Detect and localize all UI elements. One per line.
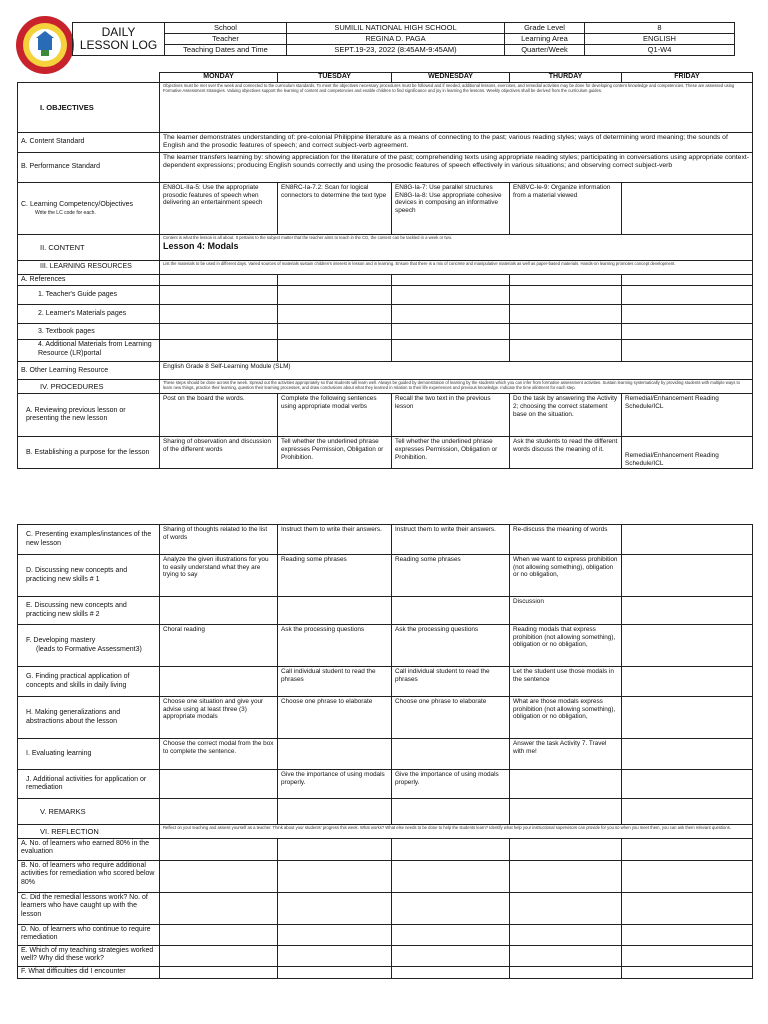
procedure-j-tue: Give the importance of using modals properly. (278, 770, 392, 799)
school-label: School (165, 23, 287, 34)
procedure-a-fri: Remedial/Enhancement Reading Schedule/ICL (622, 394, 753, 437)
procedure-g-label: G. Finding practical application of concepts and skills in daily living (18, 667, 160, 697)
remarks-label: V. REMARKS (18, 799, 160, 825)
quarter-label: Quarter/Week (505, 45, 585, 56)
procedure-b-tue: Tell whether the underlined phrase expresses Permission, Obligation or Prohibition. (278, 437, 392, 469)
day-monday: MONDAY (160, 73, 278, 83)
procedure-row-h (18, 697, 753, 739)
procedure-h-mon: Choose one situation and give your advise using at least three (3) appropriate modals (160, 697, 278, 739)
procedure-row-e (18, 597, 753, 625)
procedure-g-fri (622, 667, 753, 697)
lesson-log-table-page2 (17, 524, 753, 979)
additional-materials-label: 4. Additional Materials from Learning Resource (LR)portal (18, 340, 160, 362)
procedure-e-wed (392, 597, 510, 625)
procedure-i-fri (622, 739, 753, 770)
other-resource-value: English Grade 8 Self-Learning Module (SLM) (160, 362, 753, 380)
procedure-e-label: E. Discussing new concepts and practicing new skills # 2 (18, 597, 160, 625)
procedure-g-wed: Call individual student to read the phrases (392, 667, 510, 697)
day-wednesday: WEDNESDAY (392, 73, 510, 83)
area-label: Learning Area (505, 34, 585, 45)
content-label: II. CONTENT (18, 235, 160, 261)
procedure-a-label: A. Reviewing previous lesson or presenting the new lesson (18, 394, 160, 437)
day-tuesday: TUESDAY (278, 73, 392, 83)
procedure-b-mon: Sharing of observation and discussion of the different words (160, 437, 278, 469)
grade-label: Grade Level (505, 23, 585, 34)
teachers-guide-label: 1. Teacher's Guide pages (18, 286, 160, 305)
procedure-row-j (18, 770, 753, 799)
reflection-row-d (18, 925, 753, 946)
procedure-i-thu: Answer the task Activity 7. Travel with me! (510, 739, 622, 770)
procedures-note: These steps should be done across the week. Spread out the activities appropriately so that students will learn well. Always be guided by demonstration of learning by the students which you can infer from formative assessment activities. Sustain learning systematically by providing students with multiple ways to learn new things, practice their learning, question their learning processes, and draw conclusions about what they learned in relation to their life experiences and previous knowledge. Indicate the time allotment for each step. (160, 380, 753, 394)
procedure-d-mon: Analyze the given illustrations for you to easily understand what they are trying to say (160, 555, 278, 597)
procedure-i-wed (392, 739, 510, 770)
reflection-row-c (18, 893, 753, 925)
reflection-row-b (18, 861, 753, 893)
procedures-label: IV. PROCEDURES (18, 380, 160, 394)
day-header-row (18, 73, 753, 83)
procedure-row-a (18, 394, 753, 437)
reflection-row-a (18, 839, 753, 861)
procedure-f-thu: Reading modals that express prohibition (not allowing something), obligation or no obligation, (510, 625, 622, 667)
procedure-f-mon: Choral reading (160, 625, 278, 667)
procedure-g-tue: Call individual student to read the phrases (278, 667, 392, 697)
procedure-j-label: J. Additional activities for application or remediation (18, 770, 160, 799)
procedure-d-label: D. Discussing new concepts and practicing new skills # 1 (18, 555, 160, 597)
procedure-row-g (18, 667, 753, 697)
reflection-note: Reflect on your teaching and assess yourself as a teacher. Think about your students' progress this week. What works? What else needs to be done to help the students learn? Identify what help your instructional supervisors can provide for you so when you meet them, you can ask them relevant questions. (160, 825, 753, 839)
procedure-row-f (18, 625, 753, 667)
procedure-row-d (18, 555, 753, 597)
procedure-a-mon: Post on the board the words. (160, 394, 278, 437)
references-label: A. References (18, 275, 160, 286)
objectives-label: I. OBJECTIVES (18, 83, 160, 133)
content-standard-text: The learner demonstrates understanding of: pre-colonial Philippine literature as a means of connecting to the past; various reading styles; ways of determining word meaning; the sounds of English and the prosodic features of speech; and correct subject-verb agreement. (160, 133, 753, 153)
lesson-log-table-page1 (17, 72, 753, 469)
procedure-a-thu: Do the task by answering the Activity 2; choosing the correct statement base on the situation. (510, 394, 622, 437)
procedure-h-fri (622, 697, 753, 739)
content-note: Content is what the lesson is all about. It pertains to the subject matter that the teacher aims to teach in the CG, the content can be tackled in a week or two. (163, 235, 453, 240)
school-seal-logo (14, 14, 76, 76)
procedure-i-mon: Choose the correct modal from the box to complete the sentence. (160, 739, 278, 770)
school-value: SUMILIL NATIONAL HIGH SCHOOL (287, 23, 505, 34)
procedure-d-thu: When we want to express prohibition (not allowing something), obligation or no obligation, (510, 555, 622, 597)
procedure-f-label: F. Developing mastery (leads to Formative Assessment3) (18, 625, 160, 667)
procedure-f-tue: Ask the processing questions (278, 625, 392, 667)
procedure-a-wed: Recall the two text in the previous lesson (392, 394, 510, 437)
competency-mon: EN8OL-IIa-5: Use the appropriate prosodic features of speech when delivering an entertainment speech (160, 183, 278, 235)
procedure-j-wed: Give the importance of using modals properly. (392, 770, 510, 799)
procedure-j-thu (510, 770, 622, 799)
resources-note: List the materials to be used in different days. Varied sources of materials sustain children's interest in lesson and in learning. Ensure that there is a mix of concrete and manipulative materials as well as paper-based materials. Hands-on learning promotes concept development. (160, 261, 753, 275)
procedure-b-wed: Tell whether the underlined phrase expresses Permission, Obligation or Prohibition. (392, 437, 510, 469)
procedure-b-fri: Remedial/Enhancement Reading Schedule/ICL (622, 437, 753, 469)
competency-thu: EN8VC-Ie-9: Organize information from a material viewed (510, 183, 622, 235)
procedure-row-b (18, 437, 753, 469)
procedure-c-thu: Re-discuss the meaning of words (510, 525, 622, 555)
procedure-e-tue (278, 597, 392, 625)
reflection-f-label: F. What difficulties did I encounter (18, 967, 160, 979)
reflection-e-label: E. Which of my teaching strategies worked well? Why did these work? (18, 946, 160, 967)
procedure-h-thu: What are those modals express prohibition (not allowing something), obligation or no obligation, (510, 697, 622, 739)
performance-standard-label: B. Performance Standard (18, 153, 160, 183)
day-thursday: THURDAY (510, 73, 622, 83)
dates-value: SEPT.19-23, 2022 (8:45AM-9:45AM) (287, 45, 505, 56)
procedure-h-tue: Choose one phrase to elaborate (278, 697, 392, 739)
procedure-a-tue: Complete the following sentences using appropriate modal verbs (278, 394, 392, 437)
procedure-h-label: H. Making generalizations and abstractions about the lesson (18, 697, 160, 739)
procedure-d-fri (622, 555, 753, 597)
procedure-e-mon (160, 597, 278, 625)
procedure-g-mon (160, 667, 278, 697)
textbook-label: 3. Textbook pages (18, 324, 160, 340)
procedure-c-tue: Instruct them to write their answers. (278, 525, 392, 555)
lesson-title: Lesson 4: Modals (163, 240, 239, 251)
competency-tue: EN8RC-Ia-7.2: Scan for logical connectors to determine the text type (278, 183, 392, 235)
procedure-f-sublabel: (leads to Formative Assessment3) (36, 645, 142, 653)
procedure-b-label: B. Establishing a purpose for the lesson (18, 437, 160, 469)
procedure-f-fri (622, 625, 753, 667)
procedure-c-mon: Sharing of thoughts related to the list of words (160, 525, 278, 555)
day-friday: FRIDAY (622, 73, 753, 83)
quarter-value: Q1-W4 (585, 45, 735, 56)
procedure-i-tue (278, 739, 392, 770)
content-cell (160, 235, 753, 261)
dates-label: Teaching Dates and Time (165, 45, 287, 56)
resources-label: III. LEARNING RESOURCES (18, 261, 160, 275)
procedure-row-c (18, 525, 753, 555)
competency-label: C. Learning Competency/Objectives Write the LC code for each. (18, 183, 160, 235)
procedure-h-wed: Choose one phrase to elaborate (392, 697, 510, 739)
performance-standard-text: The learner transfers learning by: showing appreciation for the literature of the past; comprehending texts using appropriate reading styles; participating in conversations using appropriate context-dependent expressions; producing English sounds correctly and using the prosodic features of speech effectively in various situations; and observing correct subject-verb (160, 153, 753, 183)
content-standard-label: A. Content Standard (18, 133, 160, 153)
procedure-g-thu: Let the student use those modals in the sentence (510, 667, 622, 697)
reflection-label: VI. REFLECTION (18, 825, 160, 839)
reflection-row-e (18, 946, 753, 967)
procedure-d-wed: Reading some phrases (392, 555, 510, 597)
area-value: ENGLISH (585, 34, 735, 45)
procedure-f-wed: Ask the processing questions (392, 625, 510, 667)
reflection-d-label: D. No. of learners who continue to require remediation (18, 925, 160, 946)
objectives-note: Objectives must be met over the week and connected to the curriculum standards. To meet the objectives necessary procedures must be followed and if needed, additional lessons, exercises, and remedial activities may be done for developing content knowledge and competencies. These are assessed using Formative Assessment strategies. Valuing objectives support the learning of content and competencies and enable children to find significance and joy in learning the lessons. Weekly objectives shall be derived from the curriculum guides. (160, 83, 753, 133)
procedure-e-thu: Discussion (510, 597, 622, 625)
other-resource-label: B. Other Learning Resource (18, 362, 160, 380)
procedure-d-tue: Reading some phrases (278, 555, 392, 597)
competency-wed: EN8G-Ia-7: Use parallel structures EN8G-Ia-8: Use appropriate cohesive devices in composing an informative speech (392, 183, 510, 235)
procedure-i-label: I. Evaluating learning (18, 739, 160, 770)
grade-value: 8 (585, 23, 735, 34)
procedure-c-fri (622, 525, 753, 555)
procedure-c-wed: Instruct them to write their answers. (392, 525, 510, 555)
procedure-c-label: C. Presenting examples/instances of the new lesson (18, 525, 160, 555)
dll-title: DAILY LESSON LOG (73, 23, 165, 56)
reflection-row (18, 825, 753, 839)
learners-materials-label: 2. Learner's Materials pages (18, 305, 160, 324)
procedure-row-i (18, 739, 753, 770)
reflection-c-label: C. Did the remedial lessons work? No. of learners who have caught up with the lesson (18, 893, 160, 925)
competency-sublabel: Write the LC code for each. (35, 209, 96, 216)
reflection-a-label: A. No. of learners who earned 80% in the evaluation (18, 839, 160, 861)
header-table (72, 22, 735, 56)
procedure-b-thu: Ask the students to read the different words discuss the meaning of it. (510, 437, 622, 469)
reflection-b-label: B. No. of learners who require additional activities for remediation who scored below 80% (18, 861, 160, 893)
procedure-j-mon (160, 770, 278, 799)
reflection-row-f (18, 967, 753, 979)
procedure-j-fri (622, 770, 753, 799)
procedure-e-fri (622, 597, 753, 625)
teacher-value: REGINA D. PAGA (287, 34, 505, 45)
teacher-label: Teacher (165, 34, 287, 45)
remarks-row (18, 799, 753, 825)
